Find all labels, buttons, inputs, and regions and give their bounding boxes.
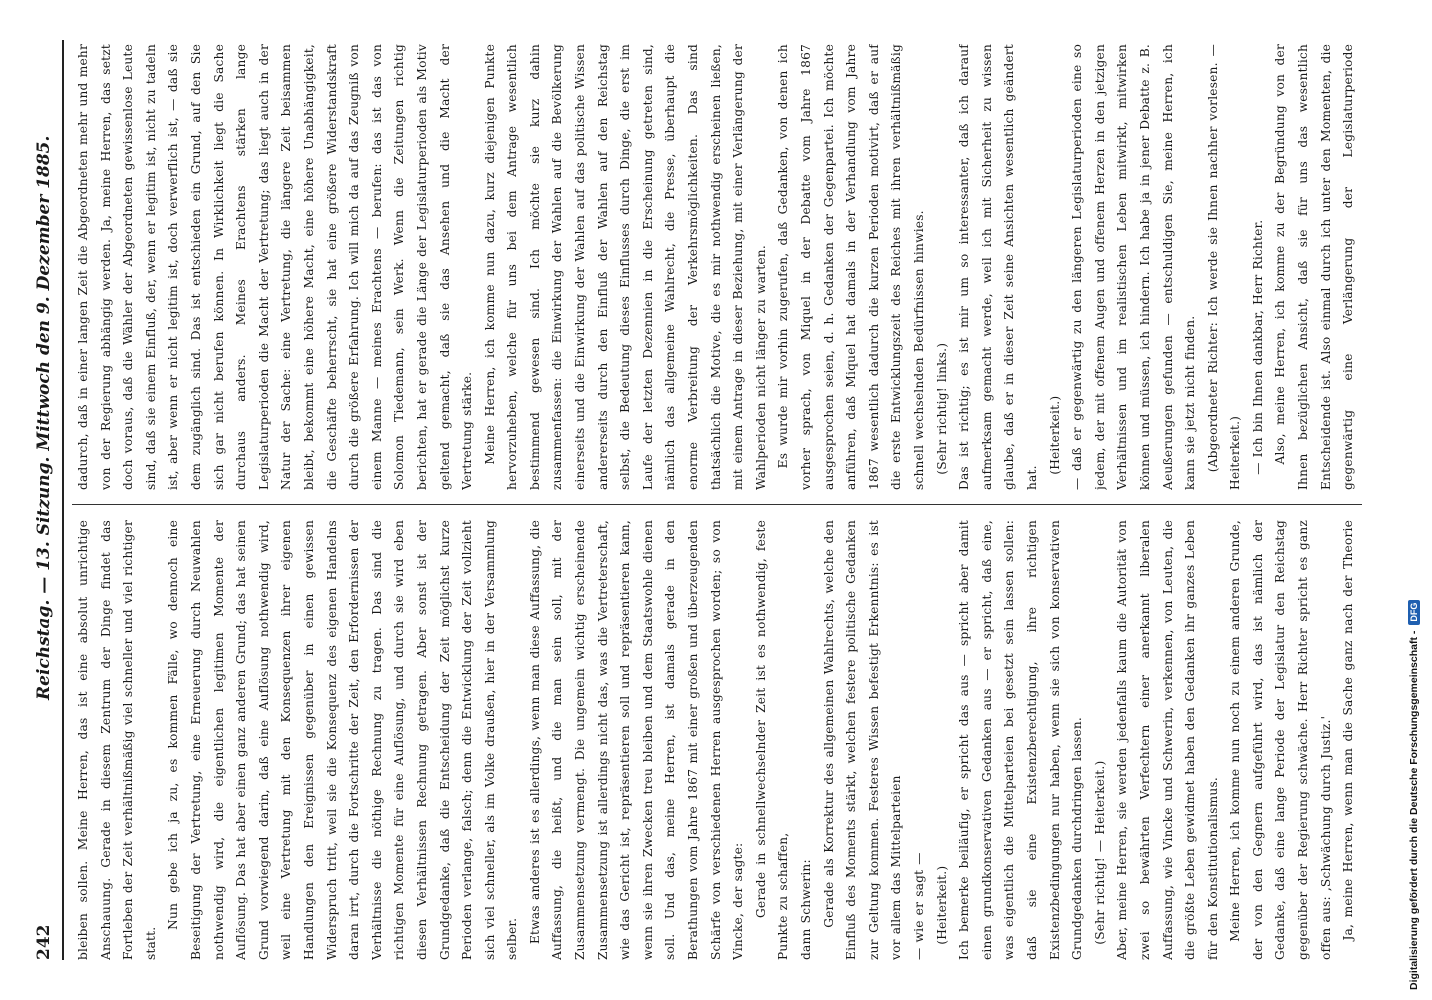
dfg-logo: DFG [1408,600,1420,625]
right-column-text: dadurch, daß in einer langen Zeit die Abgeordneten mehr und mehr von der Regierung abhängig werden. Ja, meine Herren, das setzt doch voraus, daß die Wähler der Abgeordneten gewissenlose Leute sind, daß sie einem Einfluß, der, wenn er legitim ist, nicht zu tadeln ist, aber wenn er nicht legitim ist, doch verwerflich ist, — daß sie dem zugänglich sind. Das ist entschieden ein Grund, auf den Sie sich gar nicht berufen können. In Wirklichkeit liegt die Sache durchaus anders. Meines Erachtens stärken lange Legislaturperioden die Macht der Vertretung; das liegt auch in der Natur der Sache: eine Vertretung, die längere Zeit beisammen bleibt, bekommt eine höhere Macht, eine höhere Unabhängigkeit, die Geschäfte beherrscht, sie hat eine größere Widerstandskraft durch die größere Erfahrung. Ich will mich da auf das Zeugniß von einem Manne — meines Erachtens — berufen: das ist das von Solomon Tiedemann, sein Werk. Wenn die Zeitungen richtig berichten, hat er gerade die Länge der Legislaturperioden als Motiv geltend gemacht, daß sie das Ansehen und die Macht der Vertretung stärke. Meine Herren, ich komme nun dazu, kurz diejenigen Punkte hervorzuheben, welche für uns bei dem Antrage wesentlich bestimmend gewesen sind. Ich möchte sie kurz dahin zusammenfassen: die Einwirkung der Wahlen auf die Bevölkerung einerseits und die Einwirkung der Wahlen auf das politische Wissen andererseits durch den Einfluß der Wahlen auf den Reichstag selbst, die Bedeutung dieses Einflusses durch Dinge, die erst im Laufe der letzten Dezennien in die Erscheinung getreten sind, nämlich das allgemeine Wahlrecht, die Presse, überhaupt die enorme Verbreitung der Verkehrsmöglichkeiten. Das sind thatsächlich die Motive, die es mir nothwendig erscheinen ließen, mit einem Antrage in dieser Beziehung, mit einer Verlängerung der Wahlperioden nicht länger zu warten. Es wurde mir vorhin zugerufen, daß Gedanken, von denen ich vorher sprach, von Miquel in der Debatte vom Jahre 1867 ausgesprochen seien, d. h. Gedanken der Gegenpartei. Ich möchte anführen, daß Miquel hat damals in der Verhandlung vom Jahre 1867 wesentlich dadurch die kurzen Perioden motivirt, daß er auf die erste Entwicklungszeit des Reiches mit ihren verhältnißmäßig schnell wechselnden Bedürfnissen hinwies. (Sehr richtig! links.) Das ist richtig; es ist mir um so interessanter, daß ich darauf aufmerksam gemacht werde, weil ich mit Sicherheit zu wissen glaube, daß er in dieser Zeit seine Ansichten wesentlich geändert hat. (Heiterkeit.) — daß er gegenwärtig zu den längeren Legislaturperioden eine so jedem, der mit offenem Augen und offenem Herzen in den jetzigen Verhältnissen und im realistischen Leben mitwirkt, mitwirken können und müssen, ich hindern. Ich habe ja in jener Debatte z. B. Aeußerungen gefunden — entschuldigen Sie, meine Herren, ich kann sie jetzt nicht finden. (Abgeordneter Richter: Ich werde sie Ihnen nachher vorlesen. — Heiterkeit.) — Ich bin Ihnen dankbar, Herr Richter. Also, meine Herren, ich komme zu der Begründung von der Ihnen bezüglichen Ansicht, daß sie für uns das wesentlich Entscheidende ist. Also einmal durch ich unter den Momenten, die gegenwärtig eine Verlängerung der Legislaturperiode [76,44,1356,490]
digitization-credit [1400,540,1428,990]
text-columns [72,40,1390,960]
page-number: 242 [34,924,54,960]
running-head: Reichstag. — 13. Sitzung. Mittwoch den 9. Dezember 1885. [34,135,54,700]
header-rule [62,40,64,960]
digitization-credit-text: Digitalisierung gefördert durch die Deutsche Forschungsgemeinschaft - [1408,630,1420,990]
page-header [30,40,64,960]
rotated-page-content [30,40,1390,960]
left-column-text: bleiben sollen. Meine Herren, das ist eine absolut unrichtige Anschauung. Gerade in diesem Zentrum der Dinge findet das Fortleben der Zeit verhältnißmäßig viel schneller und viel richtiger statt. Nun gebe ich ja zu, es kommen Fälle, wo dennoch eine Beseitigung der Vertretung, eine Erneuerung durch Neuwahlen nothwendig wird, die eigentlichen legitimen Momente der Auflösung. Das hat aber einen ganz anderen Grund; das hat seinen Grund vorwiegend darin, daß eine Auflösung nothwendig wird, weil eine Vertretung mit den Konsequenzen ihrer eigenen Handlungen den Ereignissen gegenüber in einen gewissen Widerspruch tritt, weil sie die Konsequenz des eigenen Handelns daran irrt, durch die Fortschritte der Zeit, den Erfordernissen der Verhältnisse die nöthige Rechnung zu tragen. Das sind die richtigen Momente für eine Auflösung, und durch sie wird eben diesen Verhältnissen Rechnung getragen. Aber sonst ist der Grundgedanke, daß die Entscheidung der Zeit möglichst kurze Perioden verlange, falsch; denn die Entwicklung der Zeit vollzieht sich viel schneller, als im Volke draußen, hier in der Versammlung selber. Etwas anderes ist es allerdings, wenn man diese Auffassung, die Auffassung, die heißt, und die man sein soll, mit der Zusammensetzung vermengt. Die ungemein wichtig erscheinende Zusammensetzung ist allerdings nicht das, was die Vertreterschaft, wie das Gericht ist, repräsentieren soll und repräsentieren kann, wenn sie ihren Zwecken treu bleiben und dem Staatswohle dienen soll. Und das, meine Herren, ist damals gerade in den Berathungen vom Jahre 1867 mit einer großen und überzeugenden Schärfe von verschiedenen Herren ausgesprochen worden; so von Vincke, der sagte: Gerade in schnellwechselnder Zeit ist es nothwendig, feste Punkte zu schaffen, dann Schwerin: Gerade als Korrektur des allgemeinen Wahlrechts, welche den Einfluß des Moments stärkt, welchen festere politische Gedanken zur Geltung kommen. Festeres Wissen befestigt Erkenntnis: es ist vor allem das Mittelparteien — wie er sagt — (Heiterkeit.) Ich bemerke beiläufig, er spricht das aus — spricht aber damit einen grundkonservativen Gedanken aus — er spricht, daß eine, was eigentlich die Mittelparteien bei gesetzt sein lassen sollen: daß sie eine Existenzberechtigung, ihre richtigen Existenzbedingungen nur haben, wenn sie sich von konservativen Grundgedanken durchdringen lassen. (Sehr richtig! — Heiterkeit.) Aber, meine Herren, sie werden jedenfalls kaum die Autorität von zwei so bewährten Verfechtern einer anerkannt liberalen Auffassung, wie Vincke und Schwerin, verkennen, von Leuten, die die größte Leben gewidmet haben den Gedanken ihr ganzes Leben für den Konstitutionalismus. Meine Herren, ich komme nun noch zu einem anderen Grunde, der von den Gegnern aufgeführt wird, das ist nämlich der Gedanke, daß eine lange Periode der Legislatur den Reichstag gegenüber der Regierung schwäche. Herr Richter spricht es ganz offen aus: ,Schwächung durch Justiz.' Ja, meine Herren, wenn man die Sache ganz nach der Theorie [76,520,1356,960]
column-divider [72,504,1362,505]
